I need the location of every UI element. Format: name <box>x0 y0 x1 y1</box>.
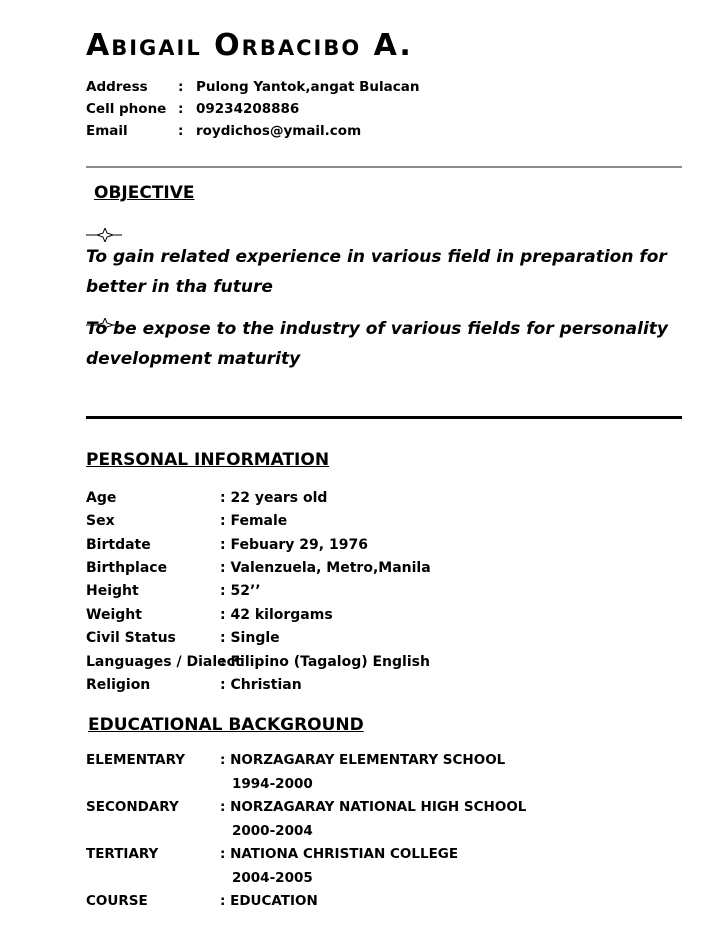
info-row-sex <box>86 510 287 532</box>
info-row-height <box>86 580 261 602</box>
info-value: : 22 years old <box>220 490 328 506</box>
info-label: Birthplace <box>86 560 168 576</box>
contact-label: Cell phone <box>86 101 167 117</box>
education-school: : NATIONA CHRISTIAN COLLEGE <box>220 846 459 862</box>
education-years: 2000-2004 <box>232 823 313 839</box>
contact-cellphone <box>86 98 299 120</box>
info-value: : Febuary 29, 1976 <box>220 537 368 553</box>
info-label: Weight <box>86 607 142 623</box>
education-label: ELEMENTARY <box>86 752 186 768</box>
star-bullet-icon <box>86 228 122 242</box>
contact-value: 09234208886 <box>196 101 300 117</box>
education-label: COURSE <box>86 893 148 909</box>
objective-item: To be expose to the industry of various fields for personality development maturity <box>86 319 668 369</box>
info-label: Sex <box>86 513 115 529</box>
education-school: : NORZAGARAY NATIONAL HIGH SCHOOL <box>220 799 527 815</box>
contact-separator: : <box>178 101 184 117</box>
info-row-birthplace <box>86 557 431 579</box>
info-value: : Female <box>220 513 288 529</box>
info-value: : Single <box>220 630 280 646</box>
contact-value: roydichos@ymail.com <box>196 123 362 139</box>
info-row-weight <box>86 604 333 626</box>
contact-separator: : <box>178 123 184 139</box>
info-value: : 52’’ <box>220 583 261 599</box>
education-years: 2004-2005 <box>232 870 313 886</box>
info-value: : 42 kilorgams <box>220 607 333 623</box>
education-school: : NORZAGARAY ELEMENTARY SCHOOL <box>220 752 506 768</box>
info-row-languages <box>86 651 430 673</box>
contact-separator: : <box>178 79 184 95</box>
education-row-elementary <box>86 749 505 771</box>
info-row-age <box>86 487 327 509</box>
education-course: : EDUCATION <box>220 893 318 909</box>
education-years: 1994-2000 <box>232 776 313 792</box>
info-label: Age <box>86 490 117 506</box>
contact-value: Pulong Yantok,angat Bulacan <box>196 79 420 95</box>
info-row-religion <box>86 674 302 696</box>
contact-label: Email <box>86 123 128 139</box>
applicant-name: Abigail Orbacibo A. <box>86 28 413 63</box>
info-label: Birtdate <box>86 537 151 553</box>
info-label: Religion <box>86 677 151 693</box>
personal-info-heading: PERSONAL INFORMATION <box>86 450 330 470</box>
section-divider <box>86 166 682 168</box>
info-label: Height <box>86 583 139 599</box>
info-label: Languages / Dialect <box>86 654 242 670</box>
education-heading: EDUCATIONAL BACKGROUND <box>88 715 364 735</box>
education-label: TERTIARY <box>86 846 159 862</box>
education-label: SECONDARY <box>86 799 179 815</box>
objective-item: To gain related experience in various field in preparation for better in tha future <box>86 247 667 297</box>
info-value: : Valenzuela, Metro,Manila <box>220 560 431 576</box>
contact-email <box>86 120 361 142</box>
objective-heading: OBJECTIVE <box>94 183 195 203</box>
info-label: Civil Status <box>86 630 176 646</box>
education-row-course <box>86 890 318 912</box>
info-value: : Christian <box>220 677 302 693</box>
contact-address <box>86 76 419 98</box>
info-row-birthdate <box>86 534 368 556</box>
info-row-civil-status <box>86 627 280 649</box>
section-divider <box>86 416 682 419</box>
education-row-tertiary <box>86 843 458 865</box>
education-row-secondary <box>86 796 526 818</box>
info-value: : Filipino (Tagalog) English <box>220 654 430 670</box>
contact-label: Address <box>86 79 148 95</box>
